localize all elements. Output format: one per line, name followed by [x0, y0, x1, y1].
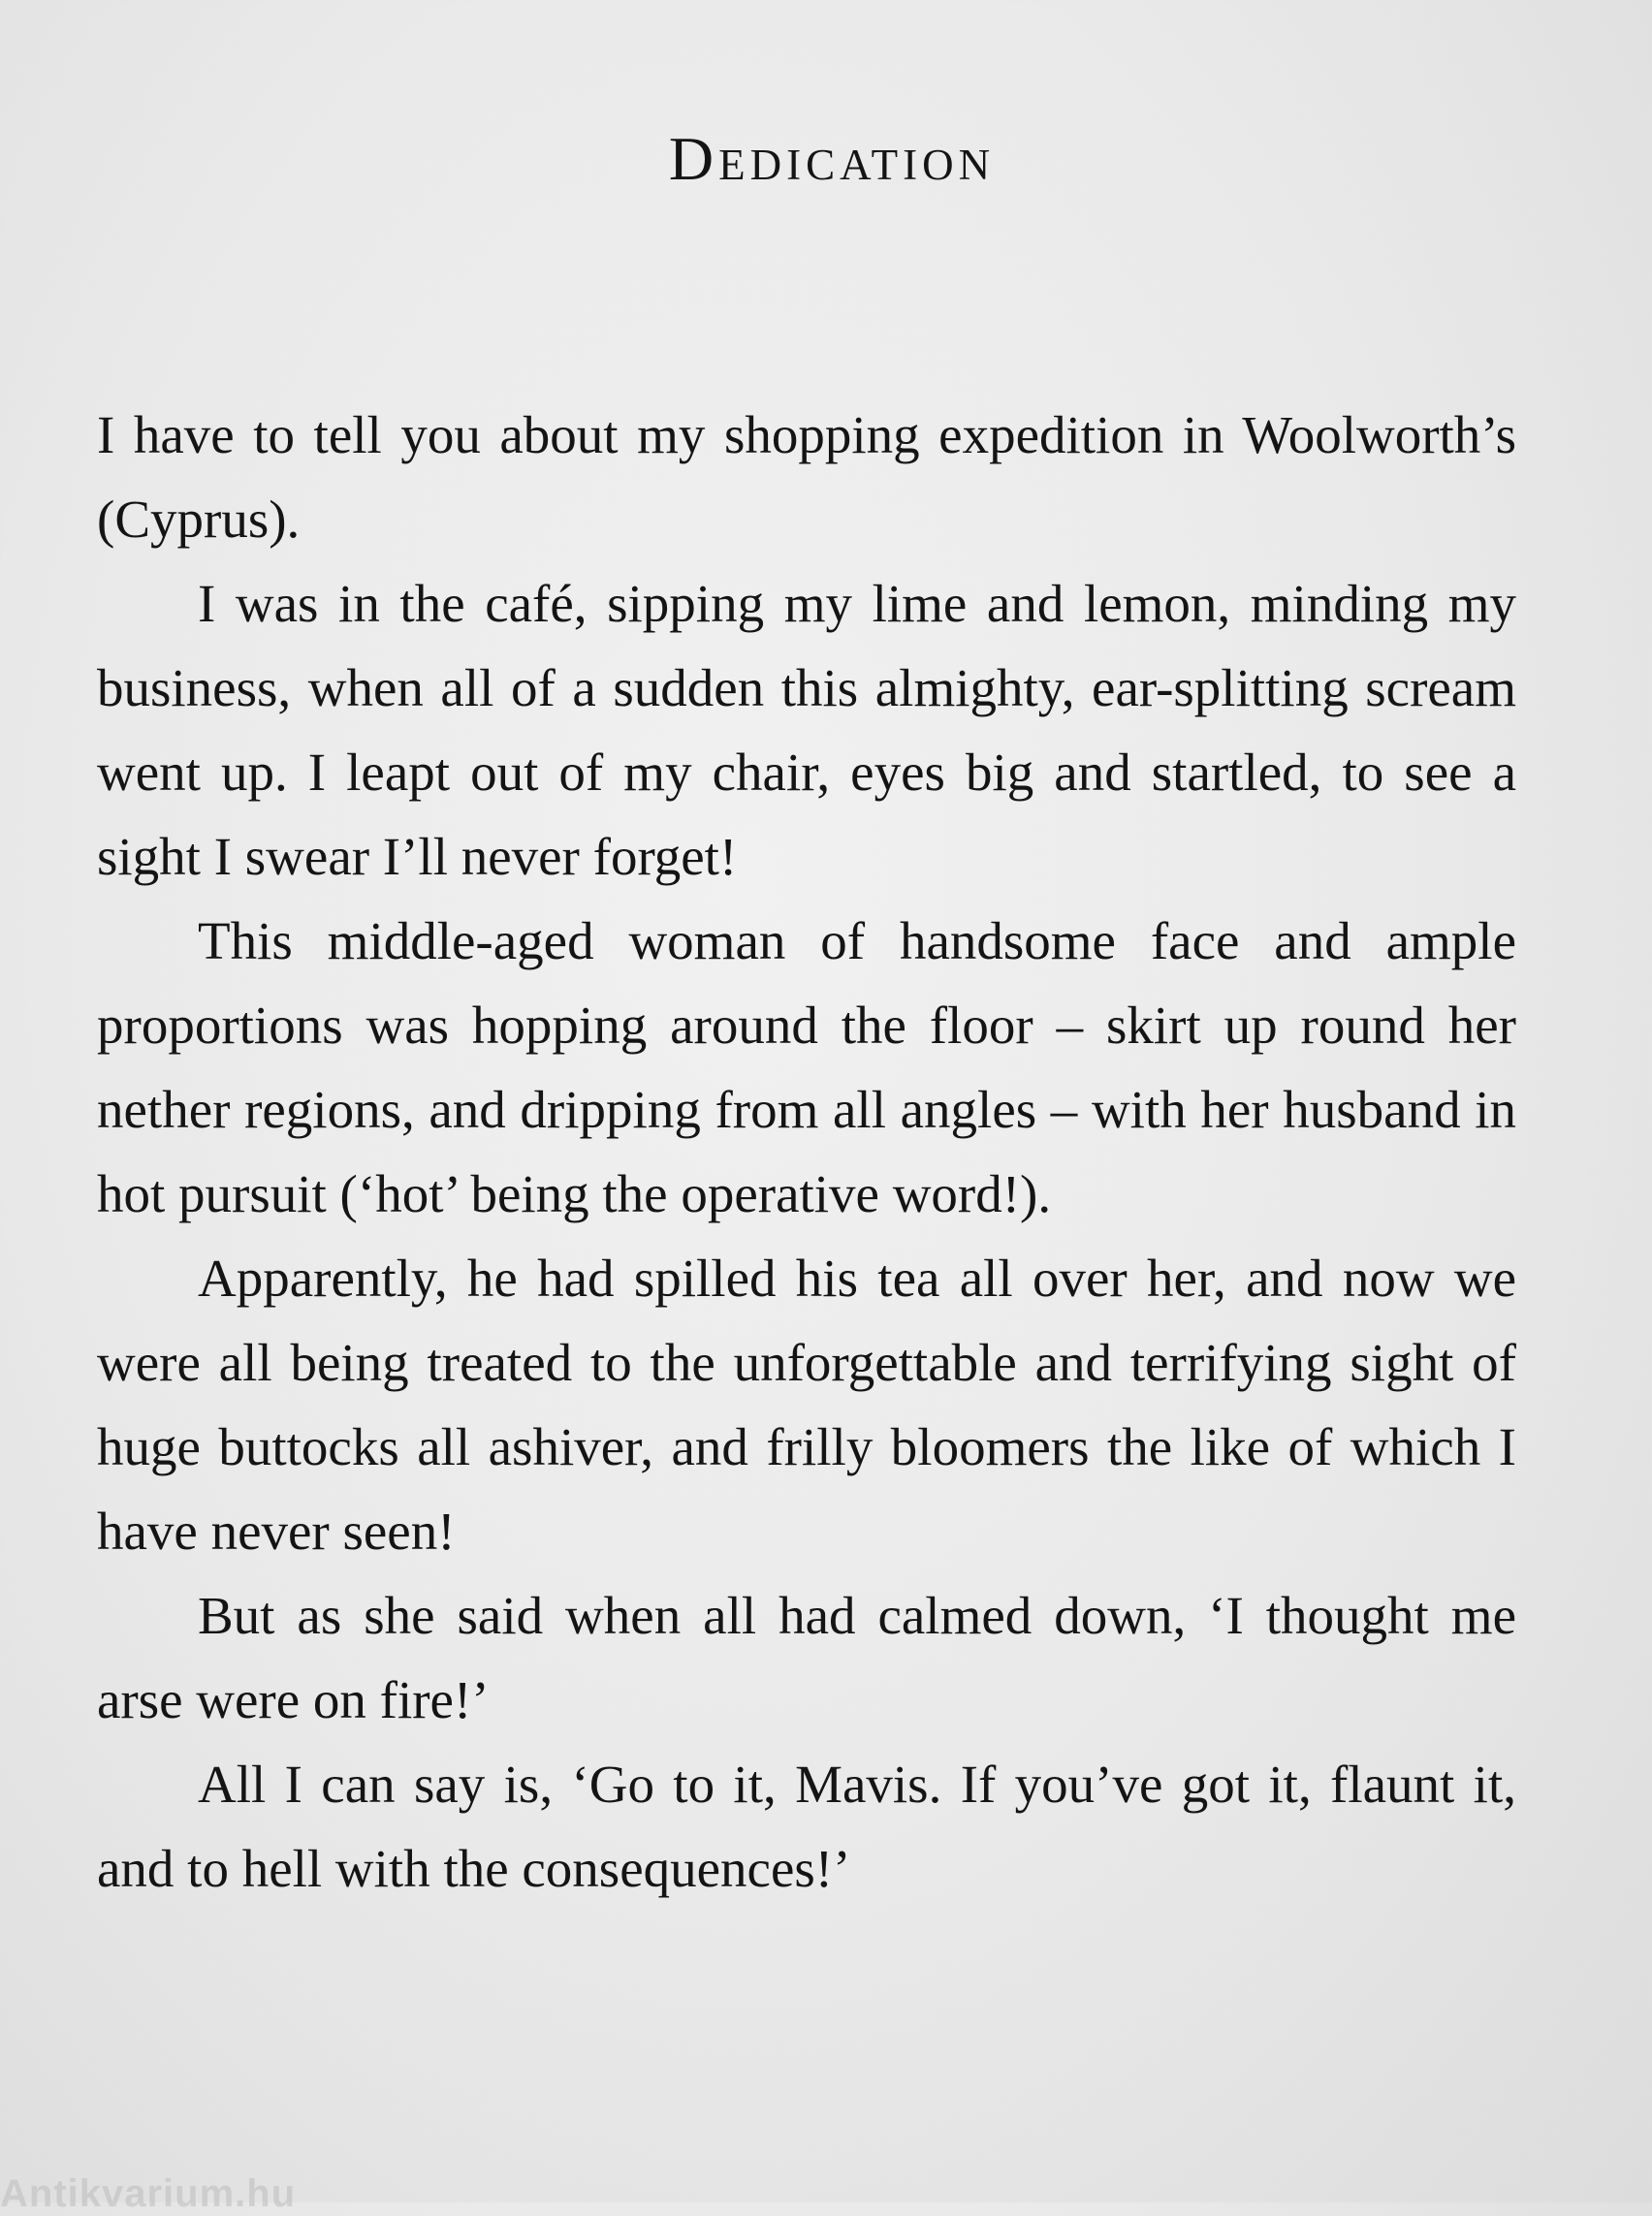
paragraph-6: All I can say is, ‘Go to it, Mavis. If you’ve got it, flaunt it, and to hell with the consequences!’ [97, 1755, 1516, 1898]
paragraph-2: I was in the café, sipping my lime and lemon, minding my business, when all of a sudden this almighty, ear-splitting scream went up. I leapt out of my chair, eyes big and startled, to see a sight I swear I’ll never forget! [97, 574, 1516, 886]
watermark: Antikvarium.hu [0, 2172, 297, 2215]
paragraph-5: But as she said when all had calmed down, ‘I thought me arse were on fire!’ [97, 1586, 1516, 1729]
paragraph-1: I have to tell you about my shopping expedition in Woolworth’s (Cyprus). [97, 405, 1516, 549]
dedication-text [97, 393, 1516, 1911]
paragraph-3: This middle-aged woman of handsome face and ample proportions was hopping around the floor – skirt up round her nether regions, and dripping from all angles – with her husband in hot pursuit (‘hot’ being the operative word!). [97, 911, 1516, 1223]
page-title: Dedication [668, 124, 996, 193]
paragraph-4: Apparently, he had spilled his tea all over her, and now we were all being treated to the unforgettable and terrifying sight of huge buttocks all ashiver, and frilly bloomers the like of which I have never seen! [97, 1249, 1516, 1561]
